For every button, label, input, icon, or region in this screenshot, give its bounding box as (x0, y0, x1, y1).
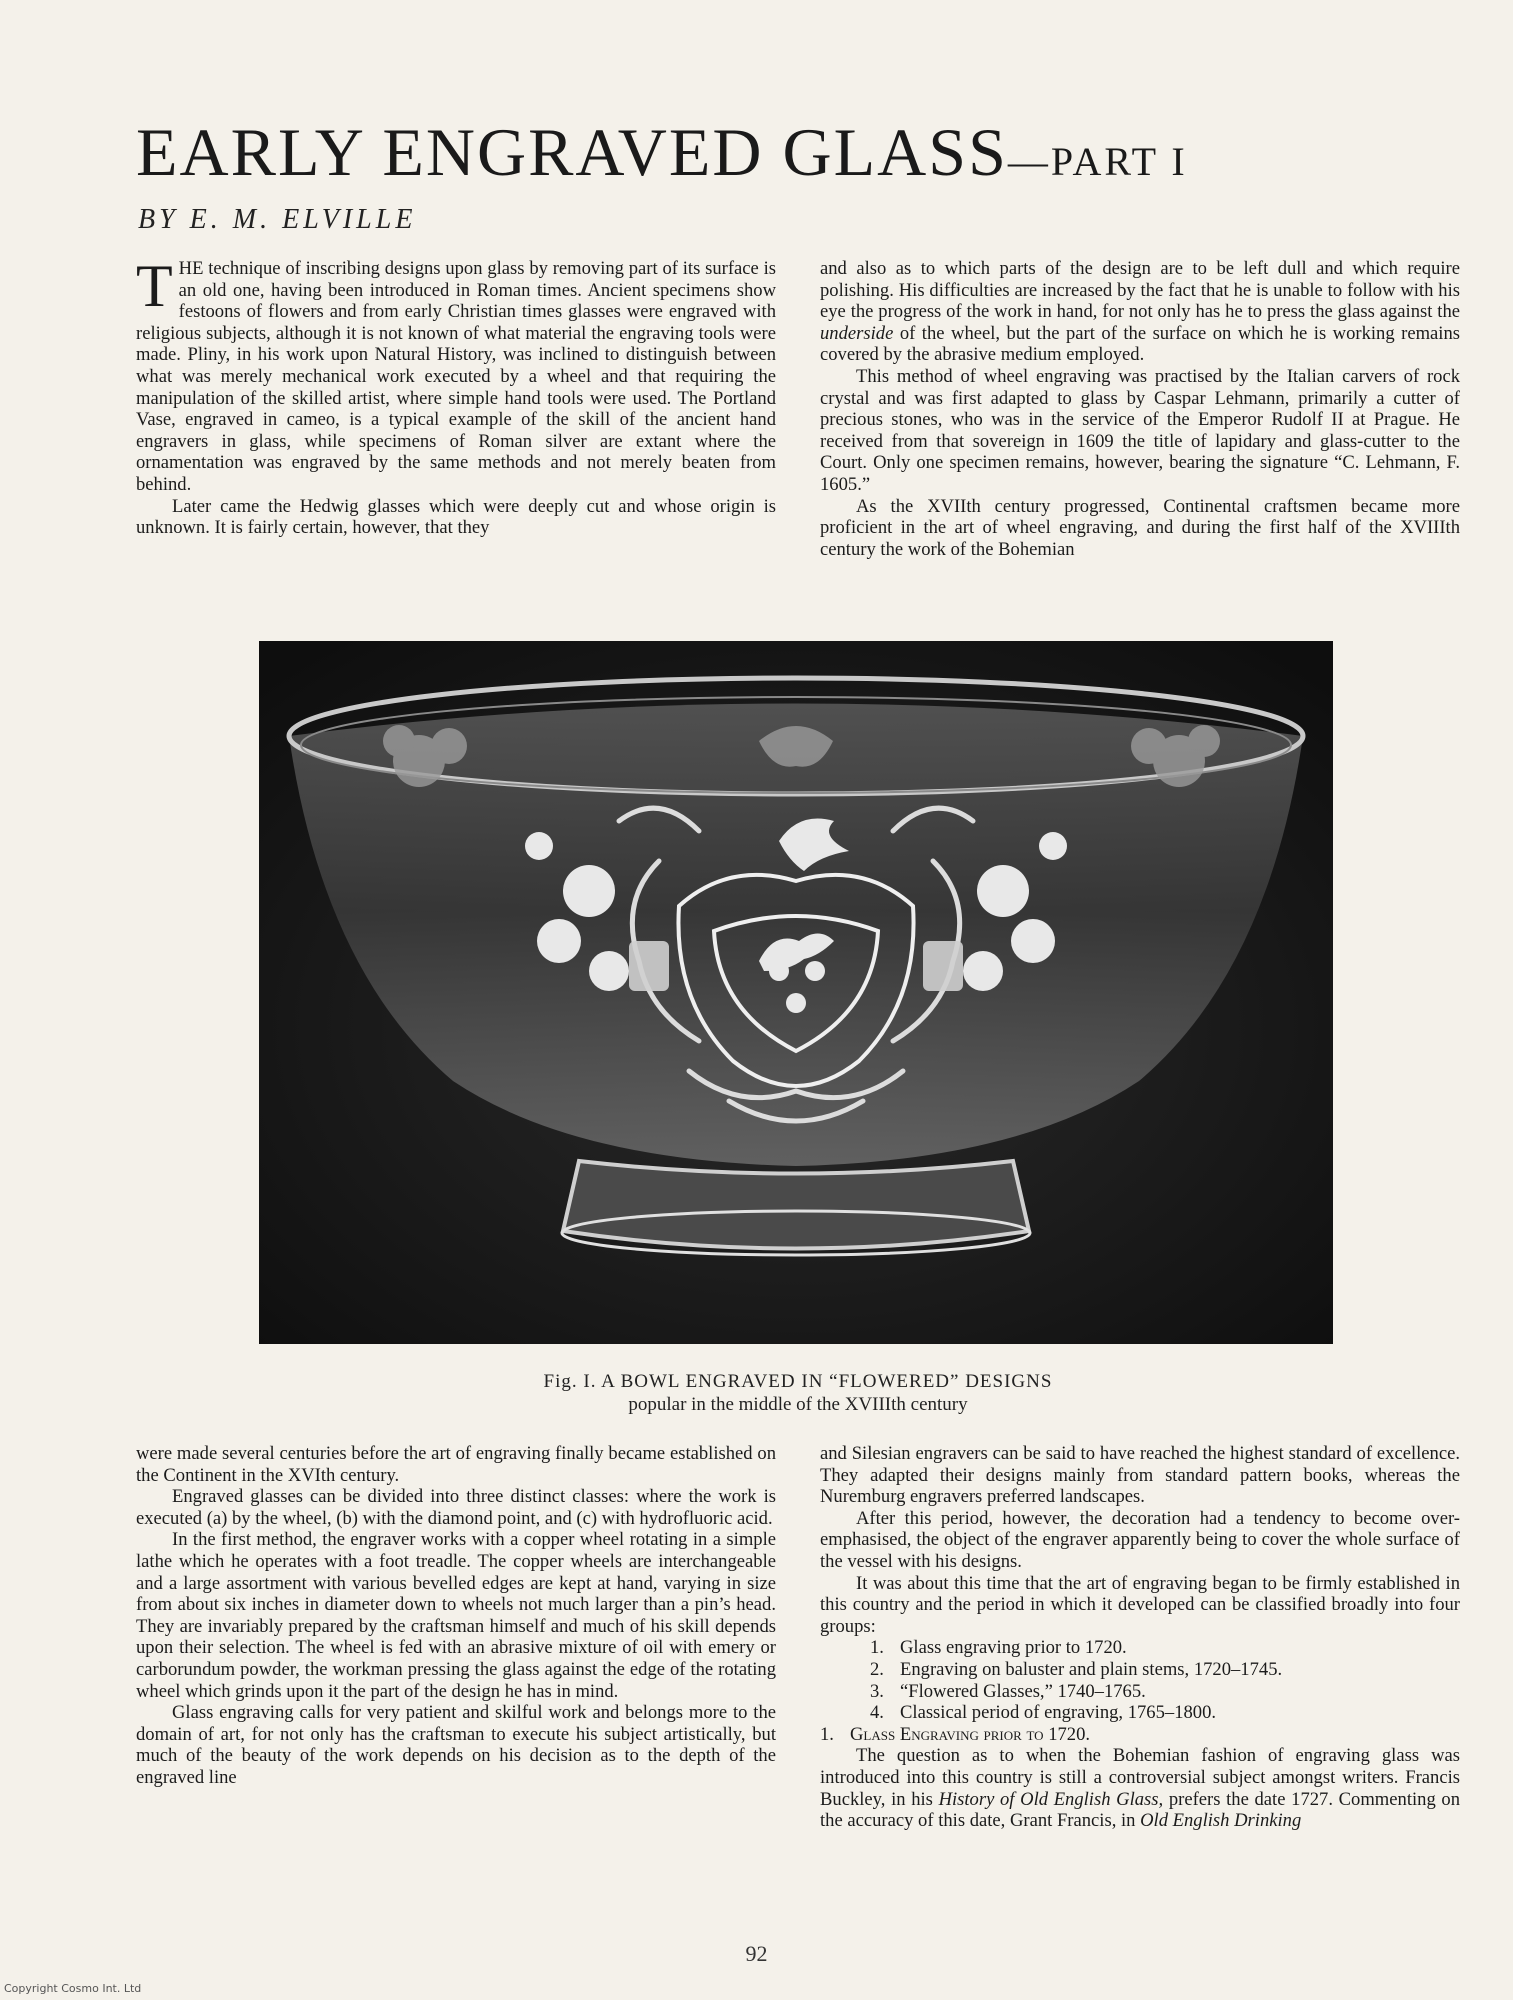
text-column-2 (820, 258, 1460, 560)
article-title (136, 114, 1188, 190)
caption-line-2: popular in the middle of the XVIIIth century (628, 1394, 968, 1415)
text-column-4 (820, 1443, 1460, 1832)
paragraph: THE technique of inscribing designs upon glass by removing part of its surface is an old one, having been introduced in Roman times. Ancient specimens show festoons of flowers and from early Christian times glasses were engraved with religious subjects, although it is not known of what material the engraving tools were made. Pliny, in his work upon Natural History, was inclined to distinguish between what was merely mechanical work executed by a wheel and that requiring the manipulation of the skilled artist, where simple hand tools were used. The Portland Vase, engraved in cameo, is a typical example of the skill of the ancient hand engravers in glass, while specimens of Roman silver are extant where the ornamentation was engraved by the same methods and not merely beaten from behind. (136, 253, 776, 495)
paragraph: After this period, however, the decoration had a tendency to become over-emphasised, the object of the engraver apparently being to cover the whole surface of the vessel with his designs. (820, 1507, 1460, 1572)
drop-cap: T (136, 253, 173, 319)
page-number: 92 (745, 1941, 768, 1966)
section-heading: 1. Glass Engraving prior to 1720. (820, 1723, 1091, 1745)
paragraph: and Silesian engravers can be said to have reached the highest standard of excellence. They adapted their designs mainly from standard pattern books, whereas the Nuremburg engravers preferred landscapes. (820, 1443, 1460, 1508)
title-suffix: —PART I (1007, 139, 1188, 184)
paragraph: The question as to when the Bohemian fashion of engraving glass was introduced into this country is still a controversial subject amongst writers. Francis Buckley, in his History of Old English Glass, prefers the date 1727. Commenting on the accuracy of this date, Grant Francis, in Old English Drinking (820, 1745, 1460, 1832)
figure-caption (136, 1370, 1460, 1416)
text-column-1 (136, 253, 776, 539)
list-item: 4. Classical period of engraving, 1765–1800. (870, 1702, 1217, 1724)
engraved-bowl-image (259, 641, 1333, 1344)
list-item: 3. “Flowered Glasses,” 1740–1765. (870, 1680, 1146, 1702)
paragraph: and also as to which parts of the design are to be left dull and which require polishing. His difficulties are increased by the fact that he is unable to follow with his eye the progress of the work in hand, for not only has he to press the glass against the underside of the wheel, but the part of the surface on which he is working remains covered by the abrasive medium employed. (820, 258, 1460, 366)
paragraph: Engraved glasses can be divided into three distinct classes: where the work is executed (a) by the wheel, (b) with the diamond point, and (c) with hydrofluoric acid. (136, 1486, 776, 1529)
text-column-3 (136, 1443, 776, 1789)
paragraph: This method of wheel engraving was practised by the Italian carvers of rock crystal and was first adapted to glass by Caspar Lehmann, primarily a cutter of precious stones, who was in the service of the Emperor Rudolf II at Prague. He received from that sovereign in 1609 the title of lapidary and glass-cutter to the Court. Only one specimen remains, however, bearing the signature “C. Lehmann, F. 1605.” (820, 365, 1460, 495)
author-byline: BY E. M. ELVILLE (138, 204, 417, 235)
paragraph: In the first method, the engraver works with a copper wheel rotating in a simple lathe which he operates with a foot treadle. The copper wheels are interchangeable and a large assortment with various bevelled edges are kept at hand, varying in size from about six inches in diameter down to wheels not much larger than a pin’s head. They are invariably prepared by the craftsman himself and much of his skill depends upon their selection. The wheel is fed with an abrasive mixture of oil with emery or carborundum powder, the workman pressing the glass against the edge of the rotating wheel which grinds upon it the part of the design he has in mind. (136, 1529, 776, 1702)
list-item: 2. Engraving on baluster and plain stems, 1720–1745. (870, 1658, 1283, 1680)
bowl-photograph (259, 641, 1333, 1344)
caption-line-1: Fig. I. A BOWL ENGRAVED IN “FLOWERED” DESIGNS (543, 1371, 1053, 1392)
paragraph: It was about this time that the art of engraving began to be firmly established in this country and the period in which it developed can be classified broadly into four groups: (820, 1572, 1460, 1637)
paragraph: Glass engraving calls for very patient and skilful work and belongs more to the domain of art, for not only has the craftsman to execute his subject artistically, but much of the beauty of the work depends on his decision as to the depth of the engraved line (136, 1702, 776, 1788)
paragraph: Later came the Hedwig glasses which were deeply cut and whose origin is unknown. It is fairly certain, however, that they (136, 495, 776, 539)
paragraph: As the XVIIth century progressed, Continental craftsmen became more proficient in the art of wheel engraving, and during the first half of the XVIIIth century the work of the Bohemian (820, 495, 1460, 560)
period-list (820, 1637, 1460, 1723)
paragraph: were made several centuries before the art of engraving finally became established on the Continent in the XVIth century. (136, 1443, 776, 1486)
title-main: EARLY ENGRAVED GLASS (136, 114, 1008, 190)
list-item: 1. Glass engraving prior to 1720. (870, 1637, 1127, 1659)
copyright-notice: Copyright Cosmo Int. Ltd (4, 1982, 142, 1995)
